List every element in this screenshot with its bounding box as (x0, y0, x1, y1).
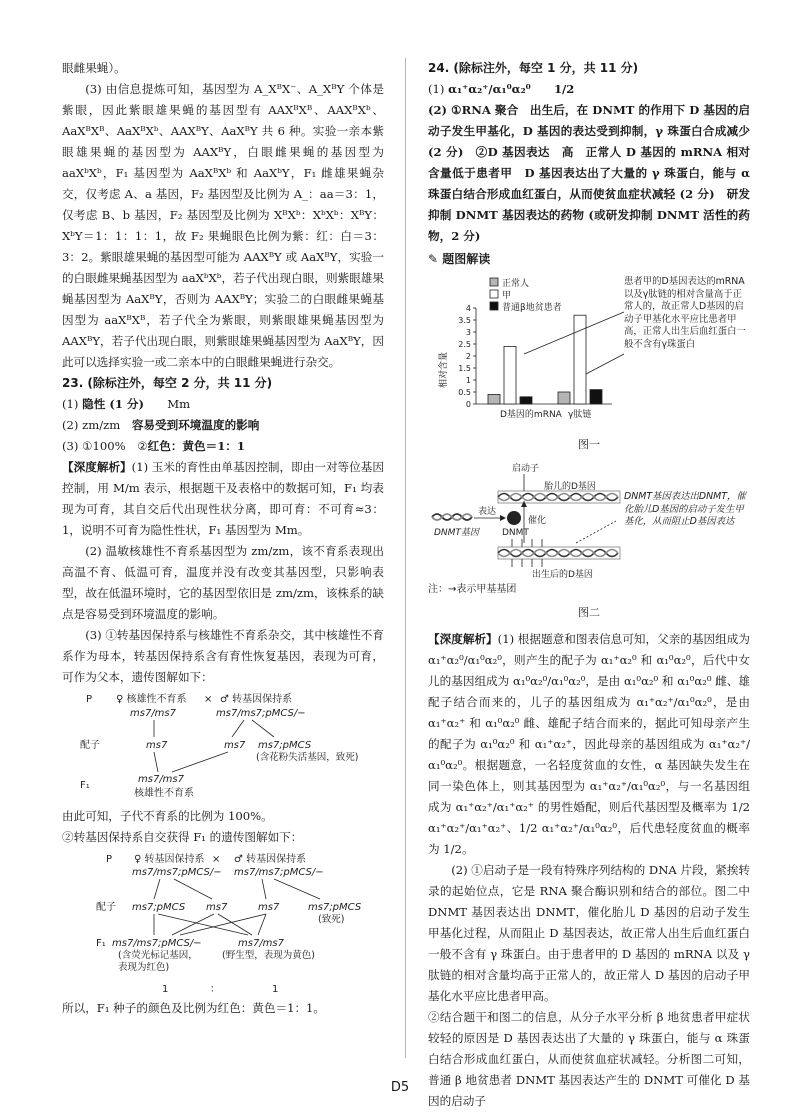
figure-reading-label: 题图解读 (442, 252, 491, 266)
chart-annotation: 患者甲的D基因表达的mRNA以及γ肽链的相对含量高于正常人的，故正常人D基因的启动子甲基化水平应比患者甲高，正常人出生后血红蛋白一般不含有γ珠蛋白 (624, 276, 746, 350)
methylation-diagram-figure-2 (428, 461, 750, 581)
female-genotype: ms7/ms7 (130, 708, 176, 719)
bar-normal (488, 394, 500, 404)
paragraph: 所以，F₁ 种子的颜色及比例为红色：黄色＝1：1。 (62, 1001, 326, 1015)
legend-label: 甲 (502, 291, 512, 301)
x-tick-label: γ肽链 (568, 410, 592, 420)
annotation-pointer (586, 354, 624, 374)
dnmt-gene-dna (432, 514, 472, 520)
answer-24-2: (2) ①RNA 聚合 出生后，在 DNMT 的作用下 D 基因的启动子发生甲基化，D 基因的表达受到抑制，γ 珠蛋白合成减少 (2 分) ②D 基因表达 高 正常人 D 基因的 mRNA 相对含量低于患者甲 D 基因表达出了大量的 γ 珠蛋白，能与 α 珠蛋白结合形成血红蛋白，从而使贫血症状减轻 (2 分) 研发抑制 DNMT 基因表达的药物 (或研发抑制 DNMT 活性的药物，2 分) (428, 103, 750, 243)
gamete-note: (含花粉失活基因，致死) (256, 752, 359, 763)
left-column (62, 58, 384, 1019)
offspring-phenotype: (野生型，表现为黄色) (222, 950, 315, 961)
answer-text: 红色：黄色＝1：1 (147, 439, 245, 453)
y-tick-label: 2.5 (458, 340, 471, 349)
offspring-genotype: ms7/ms7 (138, 774, 184, 785)
pencil-icon: ✎ (428, 252, 439, 266)
postnatal-gene-label: 出生后的D基因 (532, 570, 593, 580)
answer-text: 1/2 (553, 82, 575, 96)
genetic-cross-diagram-1 (62, 688, 384, 806)
paragraph: ②转基因保持系自交获得 F₁ 的遗传图解如下： (62, 830, 303, 844)
y-tick-label: 2 (465, 352, 471, 361)
deep-analysis: 【深度解析】(1) 玉米的育性由单基因控制，即由一对等位基因控制，用 M/m 表示，根据题干及表格中的数据可知，F₁ 均表现为可育，其自交后代出现性状分离，即可育：不可育≈3：1，说明不可育为隐性性状，F₁ 基因型为 Mm。 (62, 460, 384, 537)
promoter-label: 启动子 (512, 464, 540, 474)
question-24-heading: 24. (除标注外，每空 1 分，共 11 分) (428, 61, 639, 75)
genetic-cross-diagram-2 (62, 848, 384, 998)
y-tick-label: 4 (465, 304, 471, 313)
figure-reading-heading (428, 249, 750, 270)
answer-text: Mm (167, 397, 191, 411)
figure-2-legend: 注：→表示甲基基团 (428, 584, 517, 595)
dnmt-label: DNMT (502, 528, 529, 538)
y-axis-label: 相对含量 (439, 351, 449, 389)
gamete: ms7;pMCS (132, 902, 186, 913)
offspring-genotype: ms7/ms7 (238, 938, 284, 949)
right-column (428, 58, 750, 1112)
bar-jia (504, 346, 516, 404)
postnatal-d-gene-dna (498, 539, 620, 567)
paragraph: (3) 由信息提炼可知，基因型为 A_XᴮX⁻、A_XᴮY 个体是紫眼，因此紫眼雄果蝇的基因型有 AAXᴮXᴮ、AAXᴮXᵇ、AaXᴮXᴮ、AaXᴮXᵇ、AAXᴮY、AaXᴮY 共 6 种。实验一亲本紫眼雄果蝇的基因型为 AAXᴮY，白眼雌果蝇的基因型为 aaXᵇXᵇ，F₁ 基因型为 AaXᴮXᵇ 和 AaXᵇY，F₁ 雌雄果蝇杂交，仅考虑 A、a 基因，F₂ 基因型及比例为 A_：aa＝3：1，仅考虑 B、b 基因，F₂ 基因型及比例为 XᴮXᵇ：XᵇXᵇ：XᴮY：XᵇY＝1：1：1：1，故 F₂ 果蝇眼色比例为紫：红：白＝3：3：2。紫眼雄果蝇的基因型可能为 AAXᴮY 或 AaXᴮY，实验一的白眼雌果蝇基因型为 aaXᵇXᵇ，若子代出现白眼，则紫眼雄果蝇基因型为 AaXᴮY，否则为 AAXᴮY；实验二的白眼雌果蝇基因型为 aaXᴮXᴮ，若子代全为紫眼，则紫眼雄果蝇基因型为 AAXᴮY，若子代出现白眼，则紫眼雄果蝇基因型为 AaXᴮY，因此可以选择实验一或二亲本中的白眼雌果蝇进行杂交。 (62, 82, 384, 369)
diagram-annotation: DNMT基因表达出DNMT，催化胎儿D基因的启动子发生甲基化，从而阻止D基因表达 (624, 491, 746, 528)
paragraph: (3) ①转基因保持系与核雄性不育系杂交，其中核雄性不育系作为母本，转基因保持系含有育性恢复基因，表现为可育，可作为父本，遗传图解如下： (62, 628, 384, 684)
generation-label: P (106, 854, 113, 865)
catalyze-label: 催化 (528, 516, 547, 526)
y-tick-label: 3.5 (458, 316, 471, 325)
gamete: ms7 (146, 740, 168, 751)
question-23-heading: 23. (除标注外，每空 2 分，共 11 分) (62, 376, 273, 390)
gamete-label: 配子 (80, 740, 100, 751)
offspring-phenotype: 表现为红色) (118, 962, 170, 973)
column-divider (405, 58, 406, 1058)
offspring-phenotype: 核雄性不育系 (134, 788, 194, 799)
answer-23-1: (1) 隐性 (1 分) Mm (62, 397, 191, 411)
answer-23-3: (3) ①100% ②红色：黄色＝1：1 (62, 439, 245, 453)
legend-swatch-beta (490, 302, 498, 310)
deep-analysis-label: 【深度解析】 (62, 460, 132, 474)
answer-23-2: (2) zm/zm 容易受到环境温度的影响 (62, 418, 260, 432)
female-genotype: ms7/ms7;pMCS/− (132, 867, 222, 878)
cross-symbol: × (204, 694, 213, 705)
dnmt-gene-label: DNMT基因 (434, 528, 479, 538)
y-tick-label: 1 (465, 376, 471, 385)
y-tick-label: 0.5 (458, 388, 471, 397)
generation-label: P (86, 694, 93, 705)
gamete-label: 配子 (96, 902, 116, 913)
y-tick-label: 0 (465, 400, 471, 409)
male-genotype: ms7/ms7;pMCS/− (216, 708, 306, 719)
ratio-colon: ： (210, 984, 220, 995)
x-tick-label: D基因的mRNA (500, 410, 562, 420)
paragraph: (2) 温敏核雄性不育系基因型为 zm/zm，该不育系表现出高温不育、低温可育，温度并没有改变其基因型，只影响表型，故在低温环境时，它的基因型依旧是 zm/zm，该株系的缺点是容易受到环境温度的影响。 (62, 544, 384, 621)
bar-chart-figure-1 (428, 274, 750, 432)
bar-normal (558, 392, 570, 404)
deep-analysis: 【深度解析】(1) 根据题意和图表信息可知，父亲的基因组成为 α₁⁺α₂⁰/α₁⁰α₂⁰，则产生的配子为 α₁⁺α₂⁰ 和 α₁⁰α₂⁰，后代中女儿的基因组成为 α₁⁰α₂⁰/α₁⁰α₂⁰，是由 α₁⁰α₂⁰ 和 α₁⁰α₂⁰ 雌、雄配子结合而来的，儿子的基因组成为 α₁⁺α₂⁺/α₁⁰α₂⁰，是由 α₁⁺α₂⁺ 和 α₁⁰α₂⁰ 雌、雄配子结合而来的，据此可知母亲产生的配子为 α₁⁰α₂⁰ 和 α₁⁺α₂⁺，因此母亲的基因组成为 α₁⁺α₂⁺/α₁⁰α₂⁰。根据题意，一名轻度贫血的女性，α 基因缺失发生在同一染色体上，则其基因型为 α₁⁺α₂⁺/α₁⁰α₂⁰，与一名基因组成为 α₁⁺α₂⁺/α₁⁺α₂⁺ 的男性婚配，则后代基因型及概率为 1/2 α₁⁺α₂⁺/α₁⁺α₂⁺、1/2 α₁⁺α₂⁺/α₁⁰α₂⁰，后代患轻度贫血的概率为 1/2。 (428, 632, 750, 856)
dnmt-enzyme-icon (507, 511, 521, 525)
y-tick-label: 3 (465, 328, 471, 337)
female-parent: ♀ 核雄性不育系 (116, 694, 187, 705)
offspring-genotype: ms7/ms7;pMCS/− (112, 938, 202, 949)
male-genotype: ms7/ms7;pMCS/− (234, 867, 324, 878)
gamete-note: (致死) (318, 914, 345, 925)
bar-beta (590, 390, 602, 404)
paragraph: ②结合题干和图二的信息，从分子水平分析 β 地贫患者甲症状较轻的原因是 D 基因表达出了大量的 γ 珠蛋白，能与 α 珠蛋白结合形成血红蛋白，从而使贫血症状减轻。分析图二可知，普通 β 地贫患者 DNMT 基因表达产生的 DNMT 可催化 D 基因的启动子 (428, 1010, 750, 1108)
ratio-value: 1 (272, 984, 279, 995)
offspring-phenotype: (含荧光标记基因， (118, 950, 198, 961)
fetal-gene-label: 胎儿的D基因 (544, 482, 596, 492)
gamete: ms7;pMCS (258, 740, 312, 751)
answer-text: α₁⁺α₂⁺/α₁⁰α₂⁰ (448, 82, 531, 96)
page-number: D5 (390, 1080, 410, 1095)
legend-label: 普通β地贫患者 (502, 303, 562, 313)
legend-swatch-normal (490, 278, 498, 286)
gamete: ms7 (224, 740, 246, 751)
gamete: ms7 (258, 902, 280, 913)
generation-label: F₁ (96, 938, 106, 949)
express-label: 表达 (478, 507, 497, 517)
figure-2-caption: 图二 (578, 606, 600, 619)
ratio-value: 1 (162, 984, 169, 995)
y-tick-label: 1.5 (458, 364, 471, 373)
answer-text: 隐性 (1 分) (82, 397, 145, 411)
figure-1-caption: 图一 (578, 438, 600, 451)
cross-symbol: × (212, 854, 221, 865)
deep-analysis-label: 【深度解析】 (428, 632, 498, 646)
male-parent: ♂ 转基因保持系 (234, 854, 307, 865)
paragraph: (2) ①启动子是一段有特殊序列结构的 DNA 片段，紧挨转录的起始位点，它是 RNA 聚合酶识别和结合的部位。图二中 DNMT 基因表达出 DNMT，催化胎儿 D 基因的启动子发生甲基化过程，从而阻止 D 基因表达，故正常人出生后血红蛋白一般不含有 γ 珠蛋白。由于患者甲的 D 基因的 mRNA 以及 γ 肽链的相对含量均高于正常人的，故正常人 D 基因的启动子甲基化水平应比患者甲高。 (428, 863, 750, 1003)
generation-label: F₁ (80, 780, 90, 791)
answer-24-1: (1) α₁⁺α₂⁺/α₁⁰α₂⁰ 1/2 (428, 82, 575, 96)
paragraph: 由此可知，子代不育系的比例为 100%。 (62, 809, 273, 823)
answer-text: 容易受到环境温度的影响 (131, 418, 260, 432)
legend-label: 正常人 (502, 279, 530, 289)
gamete: ms7 (206, 902, 228, 913)
paragraph: 眼雌果蝇）。 (62, 61, 126, 75)
gamete: ms7;pMCS (308, 902, 362, 913)
female-parent: ♀ 转基因保持系 (134, 854, 205, 865)
male-parent: ♂ 转基因保持系 (220, 694, 293, 705)
fetal-d-gene-dna (498, 491, 620, 503)
bar-beta (520, 397, 532, 404)
legend-swatch-jia (490, 290, 498, 298)
